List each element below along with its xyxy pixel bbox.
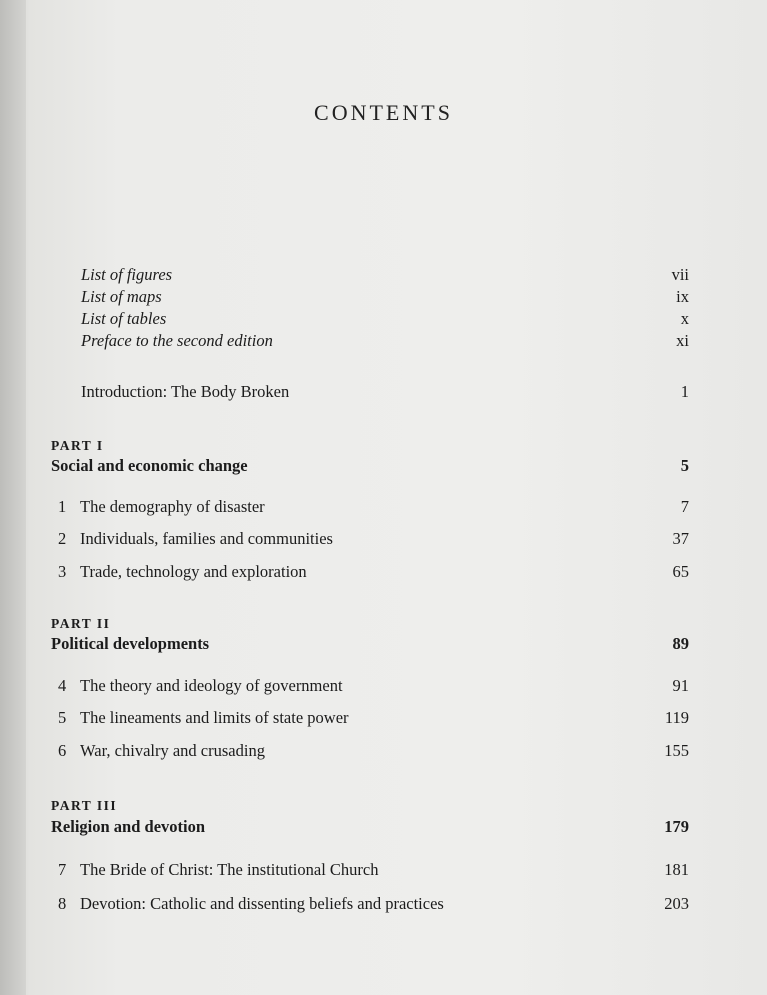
toc-entry-page: 37 [672, 529, 689, 548]
chapter-title: Trade, technology and exploration [80, 562, 307, 581]
toc-entry-page: 179 [664, 817, 689, 836]
toc-entry-page: ix [676, 287, 689, 306]
toc-entry-page: 5 [680, 456, 689, 475]
chapter-title: The demography of disaster [80, 497, 265, 516]
part-title: Religion and devotion [51, 817, 206, 836]
page-gutter [0, 0, 26, 995]
toc-entry-page: vii [671, 265, 689, 284]
toc-entry-label: List of figures [81, 265, 173, 284]
toc-entry-label: List of tables [81, 309, 167, 328]
chapter-title: The Bride of Christ: The institutional Church [80, 860, 379, 879]
toc-entry-page: 65 [672, 562, 689, 581]
part-title: Social and economic change [51, 456, 248, 475]
toc-entry-page: 1 [680, 382, 689, 401]
chapter-number: 4 [58, 676, 67, 695]
chapter-title: Devotion: Catholic and dissenting beliefs and practices [80, 894, 444, 913]
chapter-title: Individuals, families and communities [80, 529, 333, 548]
toc-entry-page: 89 [672, 634, 689, 653]
chapter-number: 1 [58, 497, 67, 516]
part-label: PART I [51, 438, 104, 453]
toc-entry-page: 203 [664, 894, 689, 913]
toc-entry-label: Introduction: The Body Broken [81, 382, 290, 401]
chapter-number: 5 [58, 708, 67, 727]
toc-entry-label: Preface to the second edition [81, 331, 273, 350]
toc-entry-page: 91 [672, 676, 689, 695]
chapter-title: War, chivalry and crusading [80, 741, 265, 760]
toc-entry-page: 119 [664, 708, 689, 727]
chapter-number: 6 [58, 741, 67, 760]
chapter-number: 3 [58, 562, 67, 581]
part-label: PART II [51, 616, 111, 631]
toc-entry-page: xi [676, 331, 689, 350]
toc-entry-label: List of maps [81, 287, 162, 306]
toc-entry-page: 155 [664, 741, 689, 760]
chapter-number: 2 [58, 529, 67, 548]
chapter-number: 8 [58, 894, 67, 913]
chapter-number: 7 [58, 860, 67, 879]
toc-entry-page: 7 [680, 497, 689, 516]
page-title: CONTENTS [314, 100, 453, 125]
part-title: Political developments [51, 634, 210, 653]
toc-entry-page: x [680, 309, 689, 328]
toc-entry-page: 181 [664, 860, 689, 879]
chapter-title: The lineaments and limits of state power [80, 708, 349, 727]
part-label: PART III [51, 798, 118, 813]
chapter-title: The theory and ideology of government [80, 676, 343, 695]
